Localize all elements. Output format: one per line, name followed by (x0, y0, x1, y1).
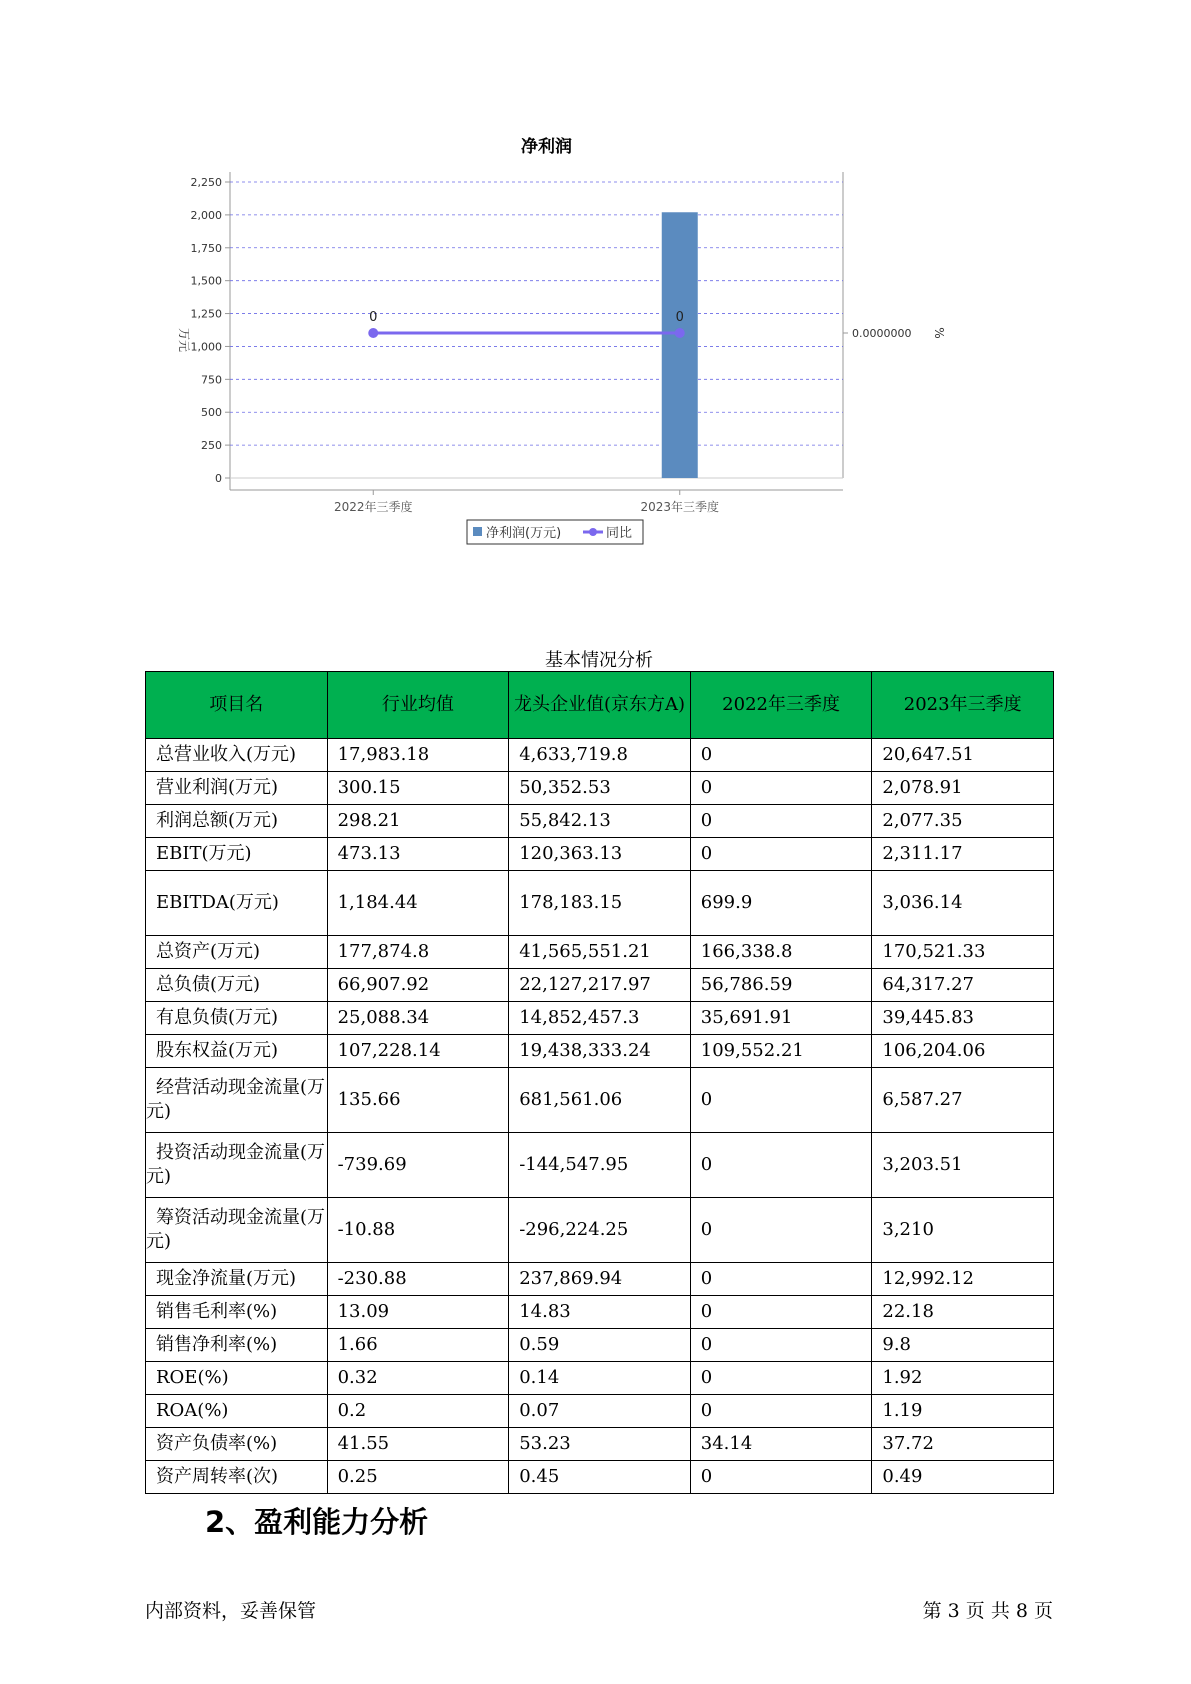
table-cell: 14.83 (509, 1296, 691, 1329)
table-header-cell: 2022年三季度 (690, 672, 872, 739)
legend-line-label: 同比 (606, 526, 633, 541)
table-cell: 109,552.21 (690, 1035, 872, 1068)
table-cell: 17,983.18 (327, 739, 509, 772)
table-cell: 170,521.33 (872, 936, 1054, 969)
y-tick-label: 2,250 (190, 176, 222, 189)
table-cell: 0 (690, 838, 872, 871)
table-row (146, 871, 1054, 936)
table-cell: 0.2 (327, 1395, 509, 1428)
yoy-data-label: 0 (369, 310, 378, 325)
row-label-cell: 利润总额(万元) (146, 805, 328, 838)
row-label-cell: 投资活动现金流量(万元) (146, 1133, 328, 1198)
table-cell: 699.9 (690, 871, 872, 936)
row-label-cell: 经营活动现金流量(万元) (146, 1068, 328, 1133)
table-cell: 3,036.14 (872, 871, 1054, 936)
table-header-cell: 项目名 (146, 672, 328, 739)
table-cell: 106,204.06 (872, 1035, 1054, 1068)
table-header-row (146, 672, 1054, 739)
table-row (146, 1329, 1054, 1362)
table-cell: 0.25 (327, 1461, 509, 1494)
row-label-cell: 销售毛利率(%) (146, 1296, 328, 1329)
table-row (146, 739, 1054, 772)
table-cell: 473.13 (327, 838, 509, 871)
table-cell: 1.92 (872, 1362, 1054, 1395)
table-cell: 0.59 (509, 1329, 691, 1362)
table-cell: 135.66 (327, 1068, 509, 1133)
table-cell: -144,547.95 (509, 1133, 691, 1198)
table-cell: 3,210 (872, 1198, 1054, 1263)
section-heading: 2、盈利能力分析 (205, 1505, 429, 1539)
table-header-cell: 2023年三季度 (872, 672, 1054, 739)
table-cell: 178,183.15 (509, 871, 691, 936)
table-cell: 50,352.53 (509, 772, 691, 805)
table-row (146, 969, 1054, 1002)
table-cell: 237,869.94 (509, 1263, 691, 1296)
y2-axis-label: % (932, 327, 946, 339)
row-label-cell: 总营业收入(万元) (146, 739, 328, 772)
row-label-cell: ROA(%) (146, 1395, 328, 1428)
yoy-point (368, 328, 378, 338)
table-row (146, 1002, 1054, 1035)
table-cell: 0 (690, 1198, 872, 1263)
row-label-cell: EBITDA(万元) (146, 871, 328, 936)
net-profit-chart (170, 130, 1010, 590)
row-label-cell: 资产周转率(次) (146, 1461, 328, 1494)
row-label-cell: ROE(%) (146, 1362, 328, 1395)
table-cell: 6,587.27 (872, 1068, 1054, 1133)
table-cell: 41,565,551.21 (509, 936, 691, 969)
row-label-cell: 总资产(万元) (146, 936, 328, 969)
table-cell: -230.88 (327, 1263, 509, 1296)
y-axis-label: 万元 (177, 327, 191, 353)
table-cell: 22,127,217.97 (509, 969, 691, 1002)
table-cell: 3,203.51 (872, 1133, 1054, 1198)
table-header-cell: 行业均值 (327, 672, 509, 739)
y-tick-label: 250 (201, 439, 222, 453)
table-cell: 0 (690, 1461, 872, 1494)
table-cell: 681,561.06 (509, 1068, 691, 1133)
table-cell: 55,842.13 (509, 805, 691, 838)
table-row (146, 1428, 1054, 1461)
table-cell: 300.15 (327, 772, 509, 805)
table-cell: 0.49 (872, 1461, 1054, 1494)
table-cell: 2,077.35 (872, 805, 1054, 838)
table-cell: 107,228.14 (327, 1035, 509, 1068)
table-cell: 177,874.8 (327, 936, 509, 969)
y-tick-label: 1,750 (190, 241, 222, 255)
table-cell: 12,992.12 (872, 1263, 1054, 1296)
table-cell: 20,647.51 (872, 739, 1054, 772)
table-cell: 0 (690, 1133, 872, 1198)
table-row (146, 1395, 1054, 1428)
y2-tick-label: 0.0000000 (852, 327, 912, 340)
table-cell: 13.09 (327, 1296, 509, 1329)
x-tick-label: 2023年三季度 (640, 500, 720, 514)
table-cell: 4,633,719.8 (509, 739, 691, 772)
table-row (146, 1133, 1054, 1198)
table-cell: 0 (690, 772, 872, 805)
table-row (146, 1461, 1054, 1494)
table-row (146, 936, 1054, 969)
y-tick-label: 750 (201, 373, 222, 387)
table-row (146, 1362, 1054, 1395)
row-label-cell: 股东权益(万元) (146, 1035, 328, 1068)
table-cell: 0.32 (327, 1362, 509, 1395)
row-label-cell: 现金净流量(万元) (146, 1263, 328, 1296)
row-label-cell: 总负债(万元) (146, 969, 328, 1002)
row-label-cell: EBIT(万元) (146, 838, 328, 871)
table-row (146, 772, 1054, 805)
table-cell: 1.19 (872, 1395, 1054, 1428)
table-row (146, 1263, 1054, 1296)
table-cell: 22.18 (872, 1296, 1054, 1329)
table-cell: 64,317.27 (872, 969, 1054, 1002)
table-cell: -10.88 (327, 1198, 509, 1263)
y-tick-label: 1,000 (190, 340, 222, 354)
table-cell: 0.14 (509, 1362, 691, 1395)
table-cell: 35,691.91 (690, 1002, 872, 1035)
y-tick-label: 1,500 (190, 274, 222, 288)
table-cell: 0 (690, 739, 872, 772)
table-row (146, 805, 1054, 838)
table-cell: 2,311.17 (872, 838, 1054, 871)
table-row (146, 1296, 1054, 1329)
chart-svg (170, 130, 1010, 590)
table-caption: 基本情况分析 (545, 650, 653, 671)
y-tick-label: 1,250 (190, 307, 222, 321)
row-label-cell: 有息负债(万元) (146, 1002, 328, 1035)
table-header-cell: 龙头企业值(京东方A) (509, 672, 691, 739)
table-cell: 37.72 (872, 1428, 1054, 1461)
y-tick-label: 2,000 (190, 208, 222, 222)
legend-bar-swatch (473, 527, 482, 536)
table-cell: -296,224.25 (509, 1198, 691, 1263)
bar (662, 212, 698, 478)
table-row (146, 838, 1054, 871)
y-tick-label: 500 (201, 406, 222, 420)
legend-line-marker (589, 528, 597, 536)
table-cell: 0.45 (509, 1461, 691, 1494)
table-cell: 0 (690, 1068, 872, 1133)
table-cell: 0 (690, 805, 872, 838)
table-cell: 66,907.92 (327, 969, 509, 1002)
table-row (146, 1198, 1054, 1263)
table-cell: 25,088.34 (327, 1002, 509, 1035)
table-cell: 0 (690, 1263, 872, 1296)
table-cell: 0.07 (509, 1395, 691, 1428)
yoy-point (675, 328, 685, 338)
legend-bar-label: 净利润(万元) (486, 526, 562, 541)
table-cell: 0 (690, 1395, 872, 1428)
table-cell: -739.69 (327, 1133, 509, 1198)
table-cell: 1.66 (327, 1329, 509, 1362)
table-cell: 34.14 (690, 1428, 872, 1461)
table-cell: 0 (690, 1362, 872, 1395)
row-label-cell: 营业利润(万元) (146, 772, 328, 805)
footer-left: 内部资料，妥善保管 (145, 1600, 317, 1622)
table-cell: 53.23 (509, 1428, 691, 1461)
table-cell: 0 (690, 1296, 872, 1329)
table-cell: 19,438,333.24 (509, 1035, 691, 1068)
basic-analysis-table (145, 671, 1054, 1494)
table-cell: 56,786.59 (690, 969, 872, 1002)
footer-page-number: 第 3 页 共 8 页 (922, 1600, 1053, 1622)
table-cell: 2,078.91 (872, 772, 1054, 805)
row-label-cell: 销售净利率(%) (146, 1329, 328, 1362)
table-cell: 14,852,457.3 (509, 1002, 691, 1035)
table-row (146, 1068, 1054, 1133)
table-cell: 1,184.44 (327, 871, 509, 936)
row-label-cell: 资产负债率(%) (146, 1428, 328, 1461)
y-tick-label: 0 (215, 472, 222, 485)
table-cell: 41.55 (327, 1428, 509, 1461)
chart-title: 净利润 (521, 137, 572, 157)
table-row (146, 1035, 1054, 1068)
table-cell: 120,363.13 (509, 838, 691, 871)
table-cell: 0 (690, 1329, 872, 1362)
yoy-data-label: 0 (675, 310, 684, 325)
table-cell: 9.8 (872, 1329, 1054, 1362)
x-tick-label: 2022年三季度 (333, 500, 413, 514)
table-cell: 39,445.83 (872, 1002, 1054, 1035)
table-cell: 166,338.8 (690, 936, 872, 969)
row-label-cell: 筹资活动现金流量(万元) (146, 1198, 328, 1263)
table-cell: 298.21 (327, 805, 509, 838)
